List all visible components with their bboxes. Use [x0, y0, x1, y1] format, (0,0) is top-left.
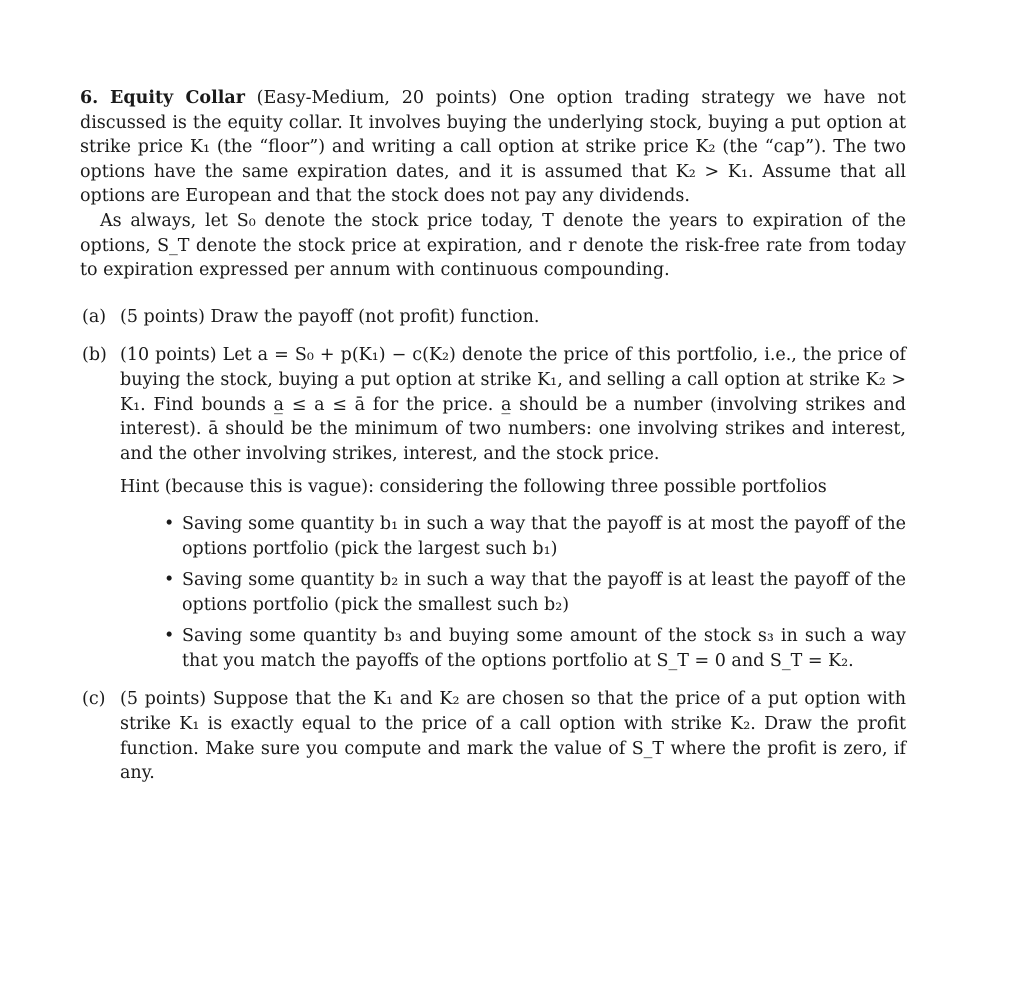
problem-number: 6. — [80, 88, 99, 108]
part-c-text: (5 points) Suppose that the K₁ and K₂ are chosen so that the price of a put option with strike K₁ is exactly equal to the price of a call option with strike K₂. Draw the profit function. Make sure you compute and mark the value of S_T where the profit is zero, if any. — [120, 689, 906, 784]
bullet-text: Saving some quantity b₃ and buying some amount of the stock s₃ in such a way that you match the payoffs of the options portfolio at S_T = 0 and S_T = K₂. — [182, 626, 906, 671]
problem-page — [80, 86, 906, 800]
problem-intro-text: (Easy-Medium, 20 points) One option trading strategy we have not discussed is the equity collar. It involves buying the underlying stock, buying a put option at strike price K₁ (the “floor”) and writing a call option at strike price K₂ (the “cap”). The two options have the same expiration dates, and it is assumed that K₂ > K₁. Assume that all options are European and that the stock does not pay any dividends. — [80, 88, 906, 207]
part-c-label: (c) — [82, 689, 106, 710]
part-b-label: (b) — [82, 345, 107, 366]
part-b-text: (10 points) Let a = S₀ + p(K₁) − c(K₂) denote the price of this portfolio, i.e., the price of buying the stock, buying a put option at strike K₁, and selling a call option at strike K₂ > K₁. Find bounds a̲ ≤ a ≤ ā for the price. a̲ should be a number (involving strikes and interest). ā should be the minimum of two numbers: one involving strikes and interest, and the other involving strikes, interest, and the stock price. — [120, 345, 906, 464]
part-a-text: (5 points) Draw the payoff (not profit) function. — [120, 306, 540, 327]
problem-title: Equity Collar — [110, 88, 245, 108]
bullet-text: Saving some quantity b₂ in such a way that the payoff is at least the payoff of the options portfolio (pick the smallest such b₂) — [182, 570, 906, 615]
part-c — [80, 687, 906, 785]
part-a — [80, 305, 906, 330]
problem-notation: As always, let S₀ denote the stock price today, T denote the years to expiration of the options, S_T denote the stock price at expiration, and r denote the risk-free rate from today to expiration expressed per annum with continuous compounding. — [80, 210, 906, 281]
part-a-label: (a) — [82, 306, 107, 327]
bullet-icon: • — [164, 513, 175, 534]
list-item — [164, 568, 906, 617]
problem-intro — [80, 86, 906, 209]
part-b-hint: Hint (because this is vague): considering the following three possible portfolios — [120, 477, 827, 498]
problem-parts — [80, 305, 906, 786]
bullet-text: Saving some quantity b₁ in such a way that the payoff is at most the payoff of the options portfolio (pick the largest such b₁) — [182, 513, 906, 559]
list-item — [164, 512, 906, 561]
bullet-icon: • — [164, 570, 175, 591]
hint-bullets — [120, 512, 906, 674]
part-b — [80, 343, 906, 673]
bullet-icon: • — [164, 626, 175, 647]
list-item — [164, 624, 906, 673]
